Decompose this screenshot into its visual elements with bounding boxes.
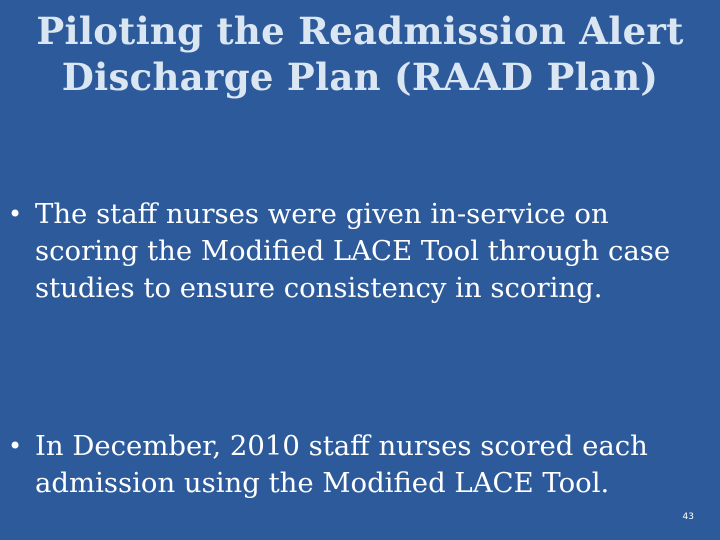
bullet-item <box>8 428 713 502</box>
slide-title <box>0 8 720 100</box>
bullet-item <box>8 196 713 307</box>
bullet-marker: • <box>8 200 23 228</box>
bullet-marker: • <box>8 432 23 460</box>
slide-title-line-1: Piloting the Readmission Alert <box>36 9 684 53</box>
bullet-text: In December, 2010 staff nurses scored each admission using the Modified LACE Tool. <box>35 430 648 499</box>
slide-title-line-2: Discharge Plan (RAAD Plan) <box>61 55 659 99</box>
page-number: 43 <box>682 512 694 522</box>
bullet-text: The staff nurses were given in-service on scoring the Modified LACE Tool through case studies to ensure consistency in scoring. <box>35 198 671 304</box>
